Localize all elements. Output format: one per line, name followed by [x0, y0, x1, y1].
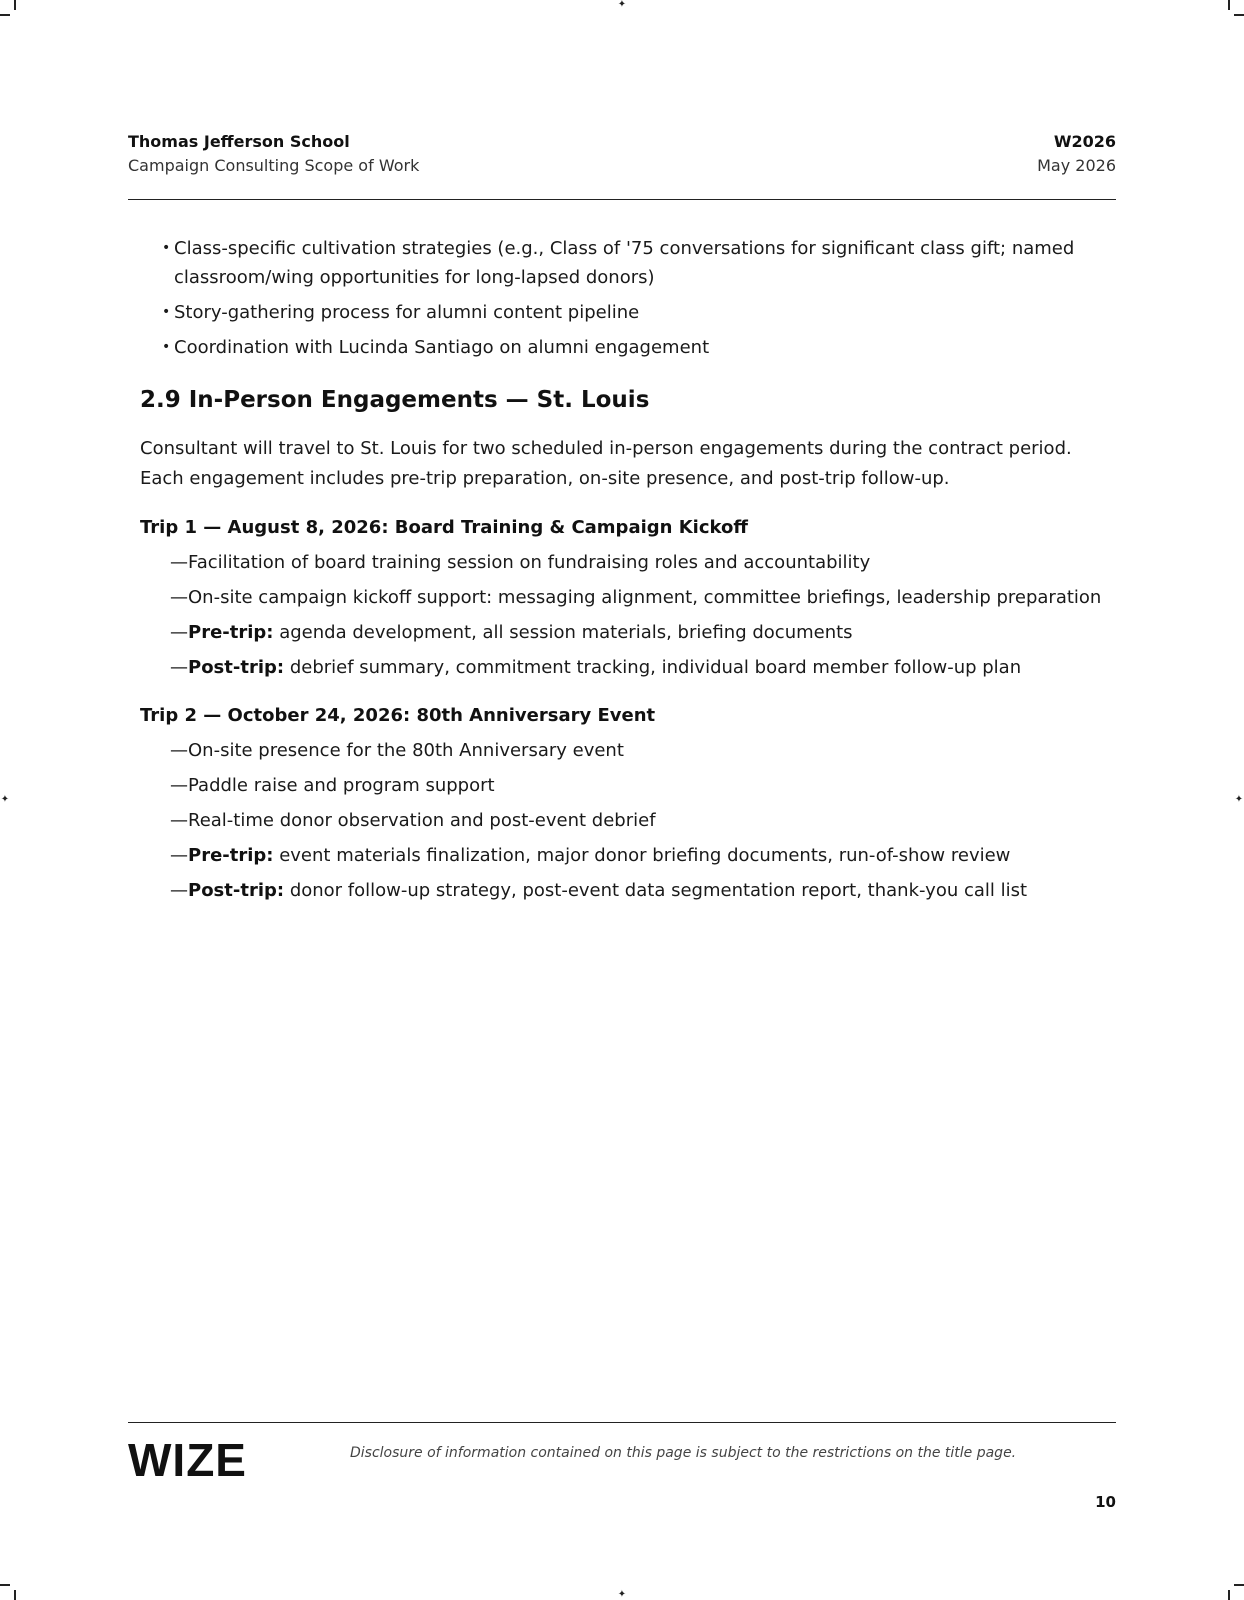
registration-mark-top: ✦ [617, 0, 627, 10]
post-trip-text: donor follow-up strategy, post-event data segmentation report, thank-you call list [284, 880, 1028, 901]
post-trip-text: debrief summary, commitment tracking, individual board member follow-up plan [284, 657, 1022, 678]
wize-logo: WIZE [128, 1434, 247, 1486]
page-number: 10 [1095, 1493, 1116, 1511]
list-item: — On-site campaign kickoff support: messaging alignment, committee briefings, leadership preparation [170, 583, 1104, 612]
pre-trip-text: event materials finalization, major donor briefing documents, run-of-show review [273, 845, 1011, 866]
registration-mark-bottom: ✦ [617, 1589, 627, 1600]
list-item [170, 876, 1104, 905]
document-date: May 2026 [1037, 156, 1116, 175]
section-intro: Consultant will travel to St. Louis for two scheduled in-person engagements during the contract period. Each engagement includes pre-trip preparation, on-site presence, and post-trip follow-up. [140, 438, 1072, 489]
crop-mark-tr-v [1228, 0, 1230, 10]
list-item: — On-site presence for the 80th Anniversary event [170, 736, 1104, 765]
crop-mark-br-v [1228, 1590, 1230, 1600]
registration-mark-left: ✦ [0, 794, 10, 805]
post-trip-label: Post-trip: [188, 657, 285, 678]
header-left [128, 130, 419, 178]
org-name: Thomas Jefferson School [128, 132, 350, 151]
registration-mark-right: ✦ [1234, 794, 1244, 805]
list-item: — Real-time donor observation and post-event debrief [170, 806, 1104, 835]
list-item [170, 653, 1104, 682]
crop-mark-br-h [1234, 1584, 1244, 1586]
crop-mark-tl-v [14, 0, 16, 10]
crop-mark-bl-h [0, 1584, 10, 1586]
list-item [170, 618, 1104, 647]
document-code: W2026 [1053, 132, 1116, 151]
trip-1-title: Trip 1 — August 8, 2026: Board Training & Campaign Kickoff [140, 517, 748, 538]
list-item: — Paddle raise and program support [170, 771, 1104, 800]
page-footer [128, 1422, 1116, 1542]
trip-1-list [140, 548, 1104, 682]
page-header [128, 130, 1116, 200]
list-item: • Class-specific cultivation strategies (e.g., Class of '75 conversations for significant class gift; named classroom/wing opportunities for long-lapsed donors) [162, 234, 1104, 292]
crop-mark-tl-h [0, 14, 10, 16]
page-content [140, 234, 1104, 911]
bullet-list [140, 234, 1104, 362]
list-item: • Story-gathering process for alumni content pipeline [162, 298, 1104, 327]
pre-trip-label: Pre-trip: [188, 845, 274, 866]
pre-trip-label: Pre-trip: [188, 622, 274, 643]
trip-2-list [140, 736, 1104, 905]
trip-2-title: Trip 2 — October 24, 2026: 80th Anniversary Event [140, 705, 656, 726]
post-trip-label: Post-trip: [188, 880, 285, 901]
footer-disclaimer: Disclosure of information contained on this page is subject to the restrictions on the title page. [350, 1445, 1017, 1461]
crop-mark-tr-h [1234, 14, 1244, 16]
pre-trip-text: agenda development, all session materials, briefing documents [273, 622, 853, 643]
crop-mark-bl-v [14, 1590, 16, 1600]
list-item [170, 841, 1104, 870]
section-title: 2.9 In-Person Engagements — St. Louis [140, 387, 650, 413]
list-item: — Facilitation of board training session on fundraising roles and accountability [170, 548, 1104, 577]
list-item: • Coordination with Lucinda Santiago on alumni engagement [162, 333, 1104, 362]
document-title: Campaign Consulting Scope of Work [128, 156, 420, 175]
header-right [1037, 130, 1116, 178]
